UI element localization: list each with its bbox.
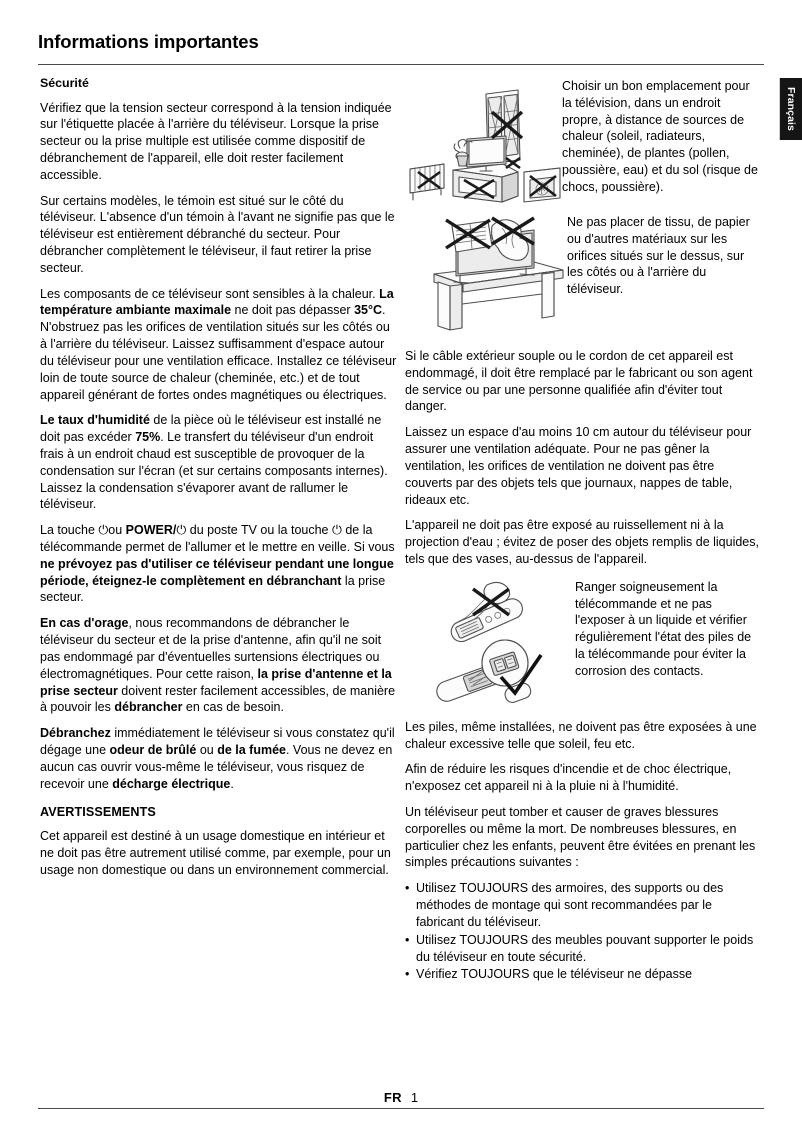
heat-text-2: ne doit pas dépasser	[231, 303, 355, 318]
figure-vents-covered	[405, 212, 760, 340]
paragraph-warnings: Cet appareil est destiné à un usage domestique en intérieur et ne doit pas être autrement utilisé comme, par exemple, pour un usage non domestique ou dans un environnement commercial.	[40, 829, 391, 877]
page-footer	[0, 1090, 802, 1105]
storm-text-1: , nous recommandons de débrancher le téléviseur du secteur et de la prise d'antenne, afin qu'il ne soit pas endommagé par d'éventuelles surtensions électriques ou électromagnétiques. Pour cette raison,	[40, 616, 382, 681]
precaution-bullet-list	[405, 880, 760, 983]
power-icon-3: ⏻	[331, 522, 342, 538]
humidity-bold-1: Le taux d'humidité	[40, 413, 150, 428]
page-header	[38, 32, 764, 52]
storm-bold-2: la prise d'antenne et la prise secteur	[40, 666, 392, 698]
page-title: Informations importantes	[38, 31, 259, 52]
power-text-2: ou	[108, 523, 126, 538]
heat-text-3: . N'obstruez pas les orifices de ventilation situés sur les côtés ou à l'arrière du téléviseur. Laissez suffisamment d'espace autour du téléviseur pour une ventilation efficace. Installez ce téléviseur loin de toute source de chaleur (cheminée, etc.) et de tout appareil générant de fortes ondes magnétiques ou électriques.	[40, 303, 397, 402]
paragraph-fire-risk: Afin de réduire les risques d'incendie et de choc électrique, n'exposez cet appareil ni à la pluie ni à l'humidité.	[405, 762, 732, 794]
storm-bold-3: débrancher	[114, 700, 183, 715]
unplug-bold-1: Débranchez	[40, 726, 111, 741]
storm-bold-1: En cas d'orage	[40, 616, 129, 631]
paragraph-ventilation: Laissez un espace d'au moins 10 cm autour du téléviseur pour assurer une ventilation adéquate. Pour ne pas gêner la ventilation, les orifices de ventilation ne doivent pas être couverts par des objets tels que journaux, nappes de table, rideaux etc.	[405, 425, 752, 507]
heat-text-1: Les composants de ce téléviseur sont sensibles à la chaleur.	[40, 286, 380, 301]
power-icon-2: ⏻	[176, 522, 187, 538]
unplug-bold-3: de la fumée	[217, 742, 286, 757]
right-column	[405, 76, 760, 984]
tv-vents-covered-illustration	[405, 212, 567, 340]
figure-caption-vents: Ne pas placer de tissu, de papier ou d'autres matériaux sur les orifices situés sur le dessus, sur les côtés ou à l'arrière du téléviseur.	[567, 215, 750, 297]
list-item: • Vérifiez TOUJOURS que le téléviseur ne dépasse	[405, 966, 760, 983]
unplug-text-1: immédiatement le téléviseur si vous constatez qu'il dégage une	[40, 726, 395, 757]
unplug-text-3: . Vous ne devez en aucun cas ouvrir vous-même le téléviseur, vous risquez de recevoir une	[40, 742, 393, 791]
storm-text-3: en cas de besoin.	[182, 700, 284, 715]
power-text-1: La touche	[40, 523, 99, 538]
paragraph-cable: Si le câble extérieur souple ou le cordon de cet appareil est endommagé, il doit être remplacé par le fabricant ou son agent de service ou par une personne qualifiée afin d'éviter tout danger.	[405, 349, 753, 414]
language-tab-label: Français	[785, 87, 797, 131]
figure-tv-placement	[405, 76, 760, 204]
footer-language-code: FR	[383, 1090, 402, 1105]
heat-bold-2: 35°C	[354, 303, 382, 318]
language-tab[interactable]	[780, 78, 802, 140]
power-bold-1: ne prévoyez pas d'utiliser ce téléviseur pendant une longue période, éteignez-le complètement en débranchant	[40, 556, 394, 588]
section-heading-avertissements: AVERTISSEMENTS	[40, 805, 156, 820]
figure-remote-care	[405, 577, 760, 711]
section-heading-securite: Sécurité	[40, 76, 89, 90]
footer-divider	[38, 1108, 764, 1109]
heat-bold-1: La température ambiante maximale	[40, 286, 394, 318]
power-bold-label: POWER/	[125, 523, 177, 538]
humidity-text-1: de la pièce où le téléviseur est installé ne doit pas excéder	[40, 413, 382, 445]
paragraph-storm	[40, 615, 397, 716]
paragraph-unplug	[40, 725, 397, 792]
list-item: • Utilisez TOUJOURS des meubles pouvant supporter le poids du téléviseur en toute sécurité.	[405, 932, 760, 966]
paragraph-voltage: Vérifiez que la tension secteur correspond à la tension indiquée sur l'étiquette placée à l'arrière du téléviseur. Lorsque la prise secteur ou la prise multiple est utilisée comme dispositif de débranchement de l'appareil, elle doit rester facilement accessible.	[40, 100, 392, 182]
paragraph-humidity	[40, 412, 397, 513]
storm-text-2: doivent rester facilement accessibles, de manière à pouvoir les	[40, 683, 396, 715]
unplug-bold-2: odeur de brûlé	[109, 742, 197, 757]
unplug-text-2: ou	[196, 742, 218, 757]
tv-placement-illustration	[405, 76, 562, 204]
footer-page-number: 1	[410, 1090, 419, 1105]
unplug-bold-4: décharge électrique	[112, 776, 231, 791]
power-text-3: du poste TV ou la touche	[186, 523, 332, 538]
power-icon-1: ⏻	[98, 522, 109, 538]
remote-control-care-illustration	[405, 577, 575, 711]
paragraph-power	[40, 522, 397, 606]
left-column	[40, 76, 397, 888]
unplug-text-4: .	[230, 776, 234, 791]
figure-caption-remote: Ranger soigneusement la télécommande et ne pas l'exposer à un liquide et vérifier régulièrement l'état des piles de la télécommande pour éviter la corrosion des contacts.	[575, 579, 752, 678]
paragraph-heat	[40, 286, 397, 404]
figure-caption-placement: Choisir un bon emplacement pour la télévision, dans un endroit propre, à distance de sources de chaleur (soleil, radiateurs, cheminée), de plantes (pollen, poussière, eau) et du sol (risque de chocs, poussière).	[562, 79, 758, 194]
paragraph-indicator: Sur certains modèles, le témoin est situé sur le côté du téléviseur. L'absence d'un témoin à l'avant ne signifie pas que le téléviseur est entièrement débranché du secteur. Pour débrancher complètement le téléviseur, il faut retirer la prise secteur.	[40, 193, 395, 275]
paragraph-batteries: Les piles, même installées, ne doivent pas être exposées à une chaleur excessive telle que soleil, feu etc.	[405, 719, 757, 751]
power-text-4: de la télécommande permet de l'allumer et le mettre en veille. Si vous	[40, 523, 395, 554]
list-item: • Utilisez TOUJOURS des armoires, des supports ou des méthodes de montage qui sont recommandées par le fabricant du téléviseur.	[405, 880, 760, 930]
power-text-5: la prise secteur.	[40, 573, 386, 605]
paragraph-tipover: Un téléviseur peut tomber et causer de graves blessures corporelles ou même la mort. De nombreuses blessures, en particulier chez les enfants, peuvent être évitées en prenant les simples précautions suivantes :	[405, 805, 756, 870]
header-divider	[38, 64, 764, 65]
humidity-bold-2: 75%	[135, 430, 161, 445]
humidity-text-2: . Le transfert du téléviseur d'un endroit frais à un endroit chaud est susceptible de provoquer de la condensation sur l'écran (et sur certains composants internes). Laissez la condensation s'évaporer avant de rallumer le téléviseur.	[40, 430, 388, 512]
paragraph-water: L'appareil ne doit pas être exposé au ruissellement ni à la projection d'eau ; évitez de poser des objets remplis de liquides, tels que des vases, au-dessus de l'appareil.	[405, 518, 759, 566]
